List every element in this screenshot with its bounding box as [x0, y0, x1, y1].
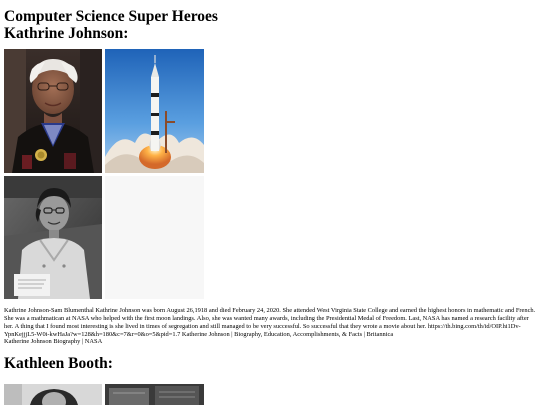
page-title: Computer Science Super Heroes: [4, 8, 218, 25]
johnson-bio-paragraph: Kathrine Johnson-Sam Blumenthal Kathrine Johnson was born August 26,1918 and died February 24, 2020. She attended West Virginia State College and earned the highest honors in mathematic and French. She was a mathmatican at NASA who helped with the first moon landings. Also, she was wanted many awards, including the Presidential Medal of Freedom. Last, NASA has named a research facility after her. A thing that I found most interesting is she lived in times of segregation and still managed to be very successful. So successful that they wrote a movie about her. https://th.bing.com/th/id/OIP.hi1Dv-YpnKejjjL5-W0i-kwHaJa?w=128&h=180&c=7&r=0&o=5&pid=1.7 Katherine Johnson | Biography, Education, Accomplishments, & Facts | Britannica: [4, 307, 536, 339]
section-heading-johnson: Kathrine Johnson:: [4, 25, 129, 42]
booth-machine-photo: [105, 384, 204, 405]
booth-image-gallery: [4, 384, 204, 405]
booth-portrait-photo: [4, 384, 102, 405]
portrait-desk-illustration: [4, 176, 102, 299]
johnson-caption-link[interactable]: Katherine Johnson Biography | NASA: [4, 338, 103, 345]
blank-photo: [105, 176, 204, 299]
portrait-medal-illustration: [4, 49, 102, 173]
rocket-launch-illustration: [105, 49, 204, 173]
portrait-desk-photo: [4, 176, 102, 299]
portrait-medal-photo: [4, 49, 102, 173]
section-heading-booth: Kathleen Booth:: [4, 355, 113, 372]
johnson-image-gallery: [4, 49, 204, 299]
rocket-launch-photo: [105, 49, 204, 173]
booth-machine-illustration: [105, 384, 204, 405]
booth-portrait-illustration: [4, 384, 102, 405]
